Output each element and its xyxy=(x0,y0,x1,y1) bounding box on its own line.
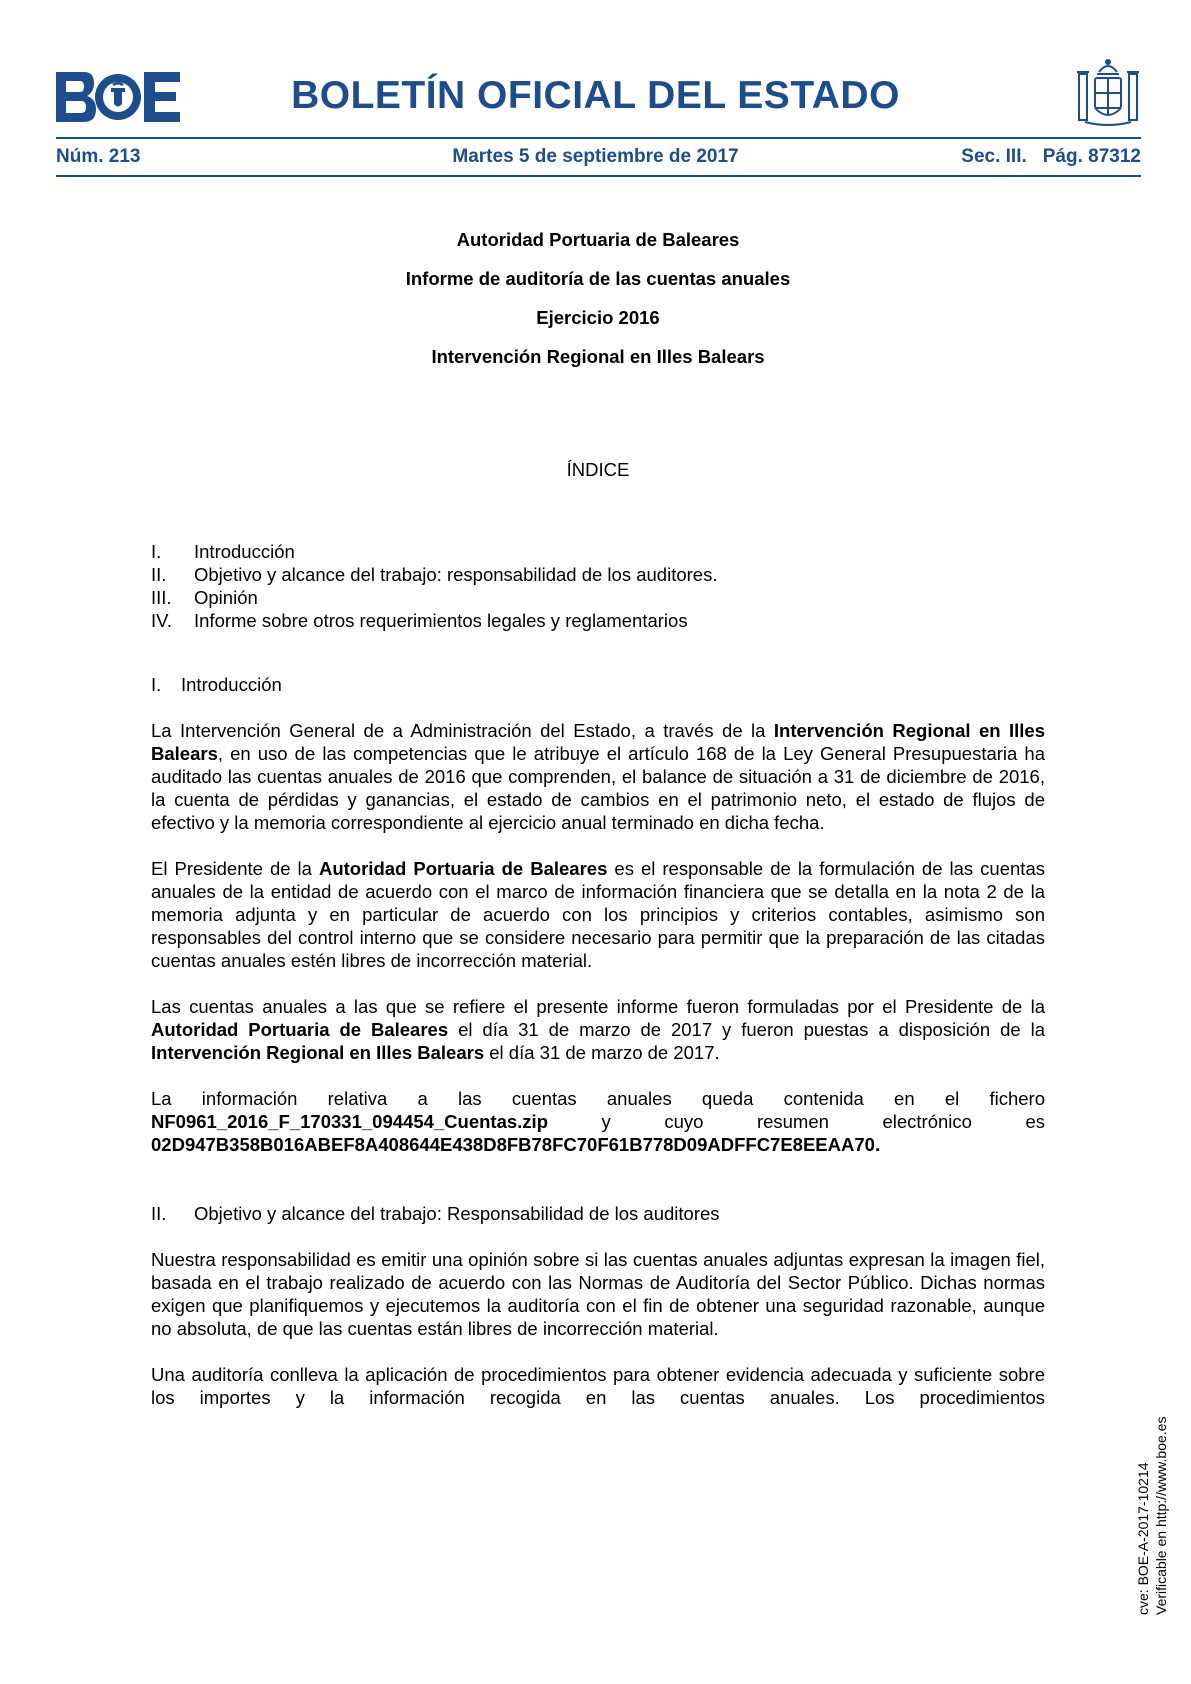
paragraph xyxy=(151,719,1045,834)
section-page xyxy=(961,146,1141,168)
text: es el responsable de la formulación de las cuentas anuales de la entidad de acuerdo con el marco de información financiera que se detalla en la nota 2 de la memoria adjunta y en particular de acuerdo con los principios y criterios contables, asimismo son responsables del control interno que se considere necesario para permitir que la preparación de las citadas cuentas anuales estén libres de incorrección material. xyxy=(151,858,1045,971)
toc-number: II. xyxy=(151,564,167,585)
header-rule-bottom xyxy=(56,175,1141,177)
title-line: Autoridad Portuaria de Baleares xyxy=(456,229,740,250)
text: La información relativa a las cuentas anuales queda contenida en el fichero xyxy=(151,1088,1045,1109)
text: El Presidente de la xyxy=(151,858,319,879)
header-rule-top xyxy=(56,137,1141,139)
toc-item xyxy=(151,540,1045,563)
section-heading xyxy=(151,673,1045,696)
text: el día 31 de marzo de 2017 y fueron puestas a disposición de la xyxy=(448,1019,1045,1040)
text: Las cuentas anuales a las que se refiere el presente informe fueron formuladas por el Presidente de la xyxy=(151,996,1045,1017)
paragraph: Una auditoría conlleva la aplicación de procedimientos para obtener evidencia adecuada y suficiente sobre los importes y la información recogida en las cuentas anuales. Los procedimientos xyxy=(151,1364,1045,1408)
coat-of-arms-icon xyxy=(1075,56,1141,130)
toc-number: III. xyxy=(151,587,172,608)
issue-date: Martes 5 de septiembre de 2017 xyxy=(452,146,739,167)
table-of-contents xyxy=(151,540,1045,632)
issue-number: Núm. 213 xyxy=(56,146,141,167)
bold-text: Intervención Regional en Illes Balears xyxy=(151,1042,485,1063)
paragraph xyxy=(151,995,1045,1064)
toc-number: I. xyxy=(151,541,162,562)
document-title xyxy=(151,228,1045,384)
text: , en uso de las competencias que le atribuye el artículo 168 de la Ley General Presupuestaria ha auditado las cuentas anuales de 2016 que comprenden, el balance de situación a 31 de diciembre de 2016, la cuenta de pérdidas y ganancias, el estado de cambios en el patrimonio neto, el estado de flujos de efectivo y la memoria correspondiente al ejercicio anual terminado en dicha fecha. xyxy=(151,743,1045,833)
paragraph xyxy=(151,1087,1045,1156)
boe-logo xyxy=(56,72,180,122)
section-heading xyxy=(151,1202,1045,1225)
page-label: Pág. 87312 xyxy=(1042,146,1141,167)
toc-text: Objetivo y alcance del trabajo: responsabilidad de los auditores. xyxy=(194,564,718,585)
text: La Intervención General de a Administración del Estado, a través de la xyxy=(151,720,774,741)
title-line: Intervención Regional en Illes Balears xyxy=(431,346,765,367)
text: el día 31 de marzo de 2017. xyxy=(484,1042,720,1063)
file-name: NF0961_2016_F_170331_094454_Cuentas.zip xyxy=(151,1111,549,1132)
section-number: I. xyxy=(151,674,162,695)
text: y cuyo resumen electrónico es xyxy=(548,1111,1045,1132)
verification-url: Verificable en http://www.boe.es xyxy=(1153,1416,1169,1615)
cve-code: cve: BOE-A-2017-10214 xyxy=(1135,1462,1151,1615)
paragraph: Nuestra responsabilidad es emitir una opinión sobre si las cuentas anuales adjuntas expresan la imagen fiel, basada en el trabajo realizado de acuerdo con las Normas de Auditoría del Sector Público. Dichas normas exigen que planifiquemos y ejecutemos la auditoría con el fin de obtener una seguridad razonable, aunque no absoluta, de que las cuentas están libres de incorrección material. xyxy=(151,1249,1045,1339)
bold-text: Intervención Regional en Illes Balears xyxy=(151,720,1046,764)
toc-text: Informe sobre otros requerimientos legales y reglamentarios xyxy=(194,610,688,631)
verification-note xyxy=(1134,1417,1170,1615)
bold-text: Autoridad Portuaria de Baleares xyxy=(151,1019,449,1040)
section-label: Sec. III. xyxy=(961,146,1027,167)
paragraph xyxy=(151,857,1045,972)
toc-item xyxy=(151,586,1045,609)
index-heading: ÍNDICE xyxy=(566,459,630,480)
toc-item xyxy=(151,563,1045,586)
document-body xyxy=(151,228,1045,1409)
title-line: Ejercicio 2016 xyxy=(536,307,660,328)
section-number: II. xyxy=(151,1203,167,1224)
masthead-title: BOLETÍN OFICIAL DEL ESTADO xyxy=(291,74,900,117)
toc-text: Opinión xyxy=(194,587,258,608)
bold-text: Autoridad Portuaria de Baleares xyxy=(318,858,608,879)
section-title: Introducción xyxy=(181,674,282,695)
toc-text: Introducción xyxy=(194,541,295,562)
title-line: Informe de auditoría de las cuentas anuales xyxy=(405,268,791,289)
toc-item xyxy=(151,609,1045,632)
toc-number: IV. xyxy=(151,610,172,631)
section-title: Objetivo y alcance del trabajo: Responsabilidad de los auditores xyxy=(194,1203,720,1224)
hash-value: 02D947B358B016ABEF8A408644E438D8FB78FC70F61B778D09ADFFC7E8EEAA70. xyxy=(151,1134,881,1155)
